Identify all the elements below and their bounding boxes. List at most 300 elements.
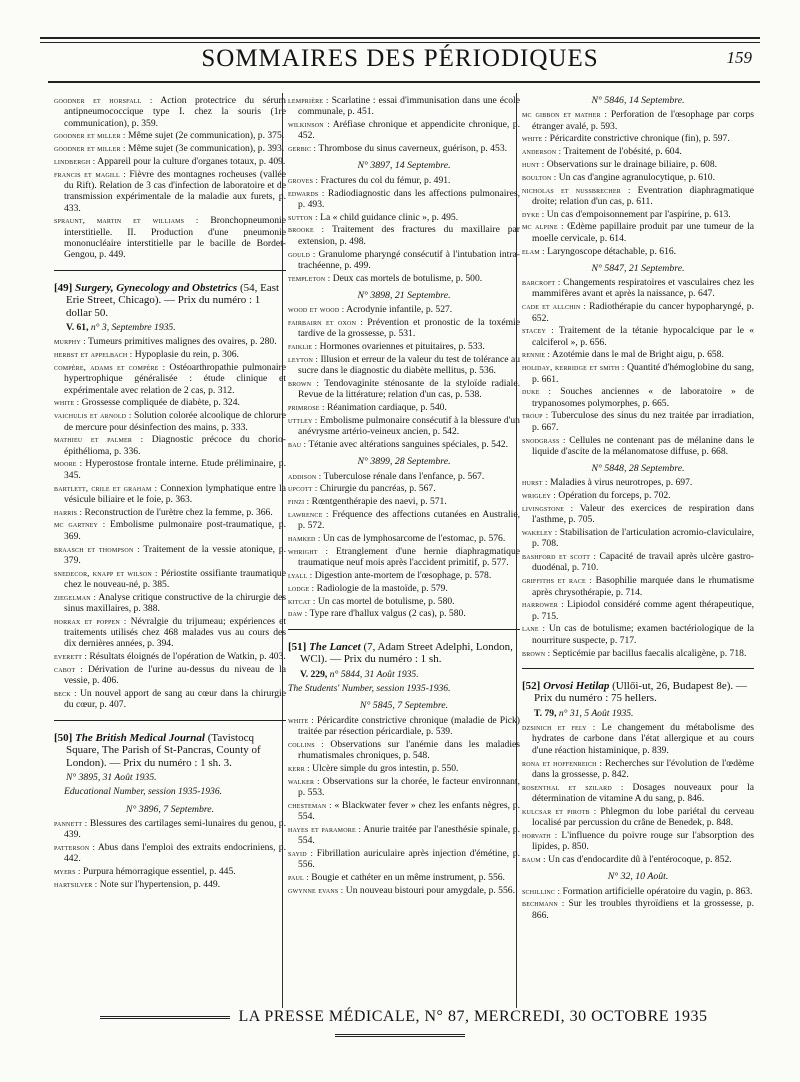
article-entry: [288, 273, 520, 284]
article-title: Fractures du col du fémur, p. 491.: [318, 174, 451, 186]
article-authors: daw :: [288, 608, 308, 619]
article-title: Stabilisation de l'articulation acromio-claviculaire, p. 708.: [532, 527, 754, 550]
article-entry: [288, 471, 520, 482]
article-entry: [288, 402, 520, 413]
article-entry: [522, 477, 754, 488]
article-title: Un cas d'empoisonnement par l'aspirine, p. 613.: [544, 208, 731, 220]
article-entry: [522, 325, 754, 348]
entry-list: [54, 95, 286, 261]
article-authors: spraunt, martin et williams :: [54, 215, 199, 226]
journal-number: [51]: [288, 640, 307, 653]
article-title: Laryngoscope détachable, p. 616.: [544, 245, 677, 257]
article-title: Observations sur le drainage biliaire, p. 608.: [544, 158, 718, 170]
article-authors: schillinc :: [522, 885, 561, 896]
article-authors: goodner et horsfall :: [54, 95, 153, 105]
article-entry: [54, 95, 286, 129]
article-title: Traitement de la vessie atonique, p. 379.: [64, 543, 286, 566]
article-entry: [288, 188, 520, 211]
entry-list: [522, 886, 754, 921]
article-title: Changements respiratoires et vasculaires chez les mammifères avant et après la naissance, p. 647.: [532, 277, 754, 300]
article-title: Digestion ante-mortem de l'œsophage, p. 578.: [312, 569, 492, 581]
footer-rule: [100, 1016, 230, 1019]
article-authors: anderson :: [522, 146, 562, 157]
article-authors: edwards :: [288, 187, 325, 198]
article-title: Radiodiagnostic dans les affections pulmonaires, p. 493.: [298, 187, 520, 210]
article-entry: [54, 397, 286, 408]
article-authors: duke :: [522, 386, 552, 397]
article-authors: mathieu et palmer :: [54, 434, 144, 445]
article-authors: wrigley :: [522, 490, 556, 501]
article-entry: [522, 185, 754, 208]
article-authors: mc gartney :: [54, 519, 106, 530]
article-title: Eventration diaphragmatique droite; relation d'un cas, p. 611.: [532, 184, 754, 207]
article-title: Péricardite constrictive chronique (fin), p. 597.: [547, 133, 730, 145]
article-authors: gould :: [288, 248, 316, 259]
journal-name: The Lancet: [309, 640, 361, 653]
entry-list: [54, 818, 286, 890]
article-title: Purpura hémorragique essentiel, p. 445.: [80, 866, 236, 878]
article-entry: [54, 362, 286, 396]
article-title: Tendovaginite sténosante de la styloïde radiale. Revue de la littérature; relation d'un cas, p. 538.: [298, 378, 520, 401]
article-title: Acrodynie infantile, p. 527.: [344, 304, 453, 316]
article-entry: [522, 575, 754, 598]
header-rule: [48, 81, 760, 83]
article-authors: livingstone :: [522, 503, 574, 513]
journal-details: (Tavistocq Square, The Parish of St-Pancras, County of London). — Prix du numéro : 1 sh. 3.: [66, 731, 261, 769]
journal-name: Orvosi Hetilap: [543, 679, 610, 692]
article-title: La « child guidance clinic », p. 495.: [317, 211, 459, 223]
article-authors: baum :: [522, 853, 546, 864]
article-title: Un cas de botulisme; examen bactériologique de la nourriture suspecte, p. 717.: [532, 623, 754, 646]
article-authors: lyall :: [288, 569, 313, 580]
article-authors: vaichulis et arnold :: [54, 410, 132, 421]
section-rule: [54, 720, 286, 721]
article-entry: [288, 776, 520, 799]
article-entry: [522, 221, 754, 244]
issue-date: n° 5844, 31 Août 1935.: [327, 668, 419, 680]
journal-name: Surgery, Gynecology and Obstetrics: [75, 281, 238, 294]
article-entry: [288, 212, 520, 223]
journal-number: [50]: [54, 731, 73, 744]
article-title: Cellules ne contenant pas de mélanine dans le liquide d'ascite de la mélanomatose diffuse, p. 668.: [532, 434, 754, 457]
article-entry: [288, 496, 520, 507]
article-authors: brown :: [522, 647, 551, 658]
article-title: Connexion lymphatique entre la vésicule biliaire et le foie, p. 363.: [64, 482, 286, 505]
article-authors: elam :: [522, 245, 545, 256]
issue-heading: N° 3898, 21 Septembre.: [357, 289, 451, 301]
article-title: Phlegmon du lobe pariétal du cerveau localisé par percussion du crâne de Benedek, p. 848.: [532, 805, 754, 829]
article-authors: upcott :: [288, 483, 318, 494]
article-title: Dérivation de l'urine au-dessus du niveau de la vessie, p. 406.: [64, 663, 286, 687]
article-entry: [54, 410, 286, 433]
journal-heading: [288, 641, 520, 666]
issue-subtitle: Educational Number, session 1935-1936.: [64, 786, 223, 798]
article-title: Bougie et cathéter en un même instrument, p. 556.: [308, 871, 505, 883]
article-entry: [288, 872, 520, 883]
article-title: « Blackwater fever » chez les enfants nègres, p. 554.: [298, 799, 520, 822]
article-entry: [54, 818, 286, 841]
article-title: Septicémie par bacillus faecalis alcaligène, p. 718.: [550, 647, 747, 659]
column-2: [288, 95, 520, 898]
article-title: Reconstruction de l'urètre chez la femme, p. 366.: [82, 506, 273, 518]
issue-heading: N° 3899, 28 Septembre.: [357, 456, 451, 468]
article-entry: [288, 583, 520, 594]
article-authors: rosenthal et szilard :: [522, 781, 624, 792]
article-title: Radiologie de la mastoïde, p. 579.: [314, 582, 448, 594]
article-authors: kitcat :: [288, 595, 316, 606]
article-entry: [288, 533, 520, 544]
article-title: Granulome pharyngé consécutif à l'intubation intra-trachéenne, p. 499.: [298, 248, 520, 271]
article-authors: kulcsar et pirotb :: [522, 805, 597, 816]
article-authors: nicholas et nussbrecher :: [522, 184, 631, 195]
article-authors: bashford et scott :: [522, 551, 597, 562]
article-authors: lemprière :: [288, 95, 329, 105]
article-authors: faiklie :: [288, 341, 318, 352]
article-authors: rona et hoffenreich :: [522, 757, 603, 768]
article-authors: francis et magill :: [54, 168, 126, 179]
volume-line: [66, 322, 286, 333]
article-authors: uttley :: [288, 414, 318, 425]
article-title: Embolisme pulmonaire post-traumatique, p. 369.: [64, 519, 286, 542]
article-title: Observations sur l'anémie dans les maladies rhumatismales chroniques, p. 548.: [298, 738, 520, 761]
article-title: Recherches sur l'évolution de l'œdème dans la grossesse, p. 842.: [532, 757, 754, 780]
article-entry: [288, 763, 520, 774]
article-authors: stacey :: [522, 325, 554, 336]
article-title: Résultats éloignés de l'opération de Watkin, p. 403.: [87, 651, 286, 663]
article-authors: herbst et appelbach :: [54, 349, 133, 360]
issue-heading: N° 5846, 14 Septembre.: [591, 95, 685, 106]
article-title: Solution colorée alcoolique de chlorure de mercure pour désinfection des mains, p. 333.: [64, 410, 287, 433]
journal-details: (7, Adam Street Adelphi, London, WCl). — Prix du numéro : 1 sh.: [300, 640, 513, 666]
article-authors: snodgrass :: [522, 434, 566, 445]
article-title: Thrombose du sinus caverneux, guérison, p. 453.: [316, 143, 508, 155]
article-authors: collins :: [288, 738, 324, 749]
column-3: [522, 95, 754, 922]
article-title: Appareil pour la culture d'organes totaux, p. 409.: [95, 155, 286, 167]
article-authors: compère, adams et compère :: [54, 362, 166, 373]
article-authors: horrax et poppen :: [54, 615, 127, 626]
article-authors: sutton :: [288, 211, 318, 222]
journal-name: The British Medical Journal: [75, 731, 205, 744]
section-rule: [54, 270, 286, 271]
article-title: Ostéoarthropathie pulmonaire hypertrophique généralisée : étude clinique et expérimentale avec relation de 2 cas, p. 312.: [64, 362, 286, 396]
article-authors: leyton :: [288, 353, 319, 364]
issue-heading: N° 3897, 14 Septembre.: [357, 160, 451, 172]
article-title: Scarlatine : essai d'immunisation dans une école communale, p. 451.: [298, 95, 520, 118]
issue-heading: N° 3895, 31 Août 1935.: [66, 772, 157, 784]
article-title: L'influence du poivre rouge sur l'absorption des lipides, p. 850.: [532, 829, 754, 853]
article-entry: [54, 879, 286, 890]
article-authors: gerbic :: [288, 143, 317, 154]
top-rule: [40, 37, 760, 43]
issue-heading: N° 32, 10 Août.: [607, 871, 669, 883]
article-title: Maladies à virus neurotropes, p. 697.: [547, 477, 693, 489]
article-entry: [288, 249, 520, 272]
article-entry: [522, 172, 754, 183]
entry-list: [288, 175, 520, 284]
journal-heading: [522, 680, 754, 705]
entry-list: [54, 336, 286, 710]
page-number: 159: [726, 48, 752, 67]
issue-heading: N° 3896, 7 Septembre.: [125, 803, 215, 815]
article-entry: [288, 848, 520, 871]
article-title: Grossesse compliquée de diabète, p. 324.: [79, 397, 240, 409]
article-title: Souches anciennes « de laboratoire » de trypanosomes polymorphes, p. 665.: [532, 386, 754, 409]
article-title: Péricardite constrictive chronique (maladie de Pick) traitée par résection péricardiale, p. 539.: [298, 714, 520, 737]
article-title: Action protectrice du sérum antipneumococcique type I. chez la souris (1re communication), p. 359.: [64, 95, 286, 129]
volume-number: V. 229,: [300, 668, 328, 680]
article-authors: holiday, kerridge et smith :: [522, 362, 625, 373]
article-authors: fairbairn et oxon :: [288, 317, 363, 328]
article-authors: bechmann :: [522, 898, 565, 909]
article-title: Traitement de la tétanie hypocalcique par le « calciferol », p. 656.: [532, 325, 754, 348]
article-authors: mc alpine :: [522, 221, 564, 232]
article-title: Tuberculose des sinus du nez traitée par irradiation, p. 667.: [532, 410, 754, 433]
article-entry: [54, 519, 286, 542]
article-authors: bau :: [288, 439, 307, 450]
article-title: Hypoplasie du rein, p. 306.: [132, 349, 239, 361]
article-entry: [288, 739, 520, 762]
article-entry: [288, 715, 520, 738]
journal-heading: [54, 282, 286, 320]
article-entry: [522, 898, 754, 921]
article-authors: beck :: [54, 688, 77, 699]
article-entry: [522, 246, 754, 257]
article-authors: hurst :: [522, 477, 548, 488]
article-title: Sur les troubles thyroïdiens et la grossesse, p. 866.: [532, 898, 754, 921]
article-authors: dzsinich et fely :: [522, 722, 596, 733]
issue-heading: N° 5848, 28 Septembre.: [591, 463, 685, 475]
article-authors: primrose :: [288, 402, 325, 413]
article-title: Abus dans l'emploi des extraits endocriniens, p. 442.: [64, 842, 286, 865]
article-title: Hormones ovariennes et pituitaires, p. 533.: [317, 341, 485, 353]
section-rule: [288, 629, 520, 630]
article-entry: [54, 434, 286, 457]
article-entry: [288, 354, 520, 377]
article-entry: [522, 490, 754, 501]
article-authors: chesteman :: [288, 799, 332, 810]
article-title: Même sujet (3e communication), p. 393.: [125, 143, 285, 155]
section-rule: [522, 668, 754, 669]
article-entry: [522, 599, 754, 622]
article-title: Azotémie dans le mal de Bright aigu, p. 658.: [550, 349, 724, 361]
article-entry: [288, 317, 520, 340]
article-entry: [522, 830, 754, 853]
article-entry: [54, 143, 286, 154]
article-entry: [54, 336, 286, 347]
article-entry: [522, 277, 754, 300]
article-entry: [522, 362, 754, 385]
article-title: Fièvre des montagnes rocheuses (vallée du Rift). Relation de 3 cas d'infection de laboratoire et de transmission expérimentale de la maladie aux furets, p. 433.: [64, 168, 286, 214]
article-title: Traitement de l'obésité, p. 604.: [561, 146, 682, 158]
article-authors: finzi :: [288, 496, 310, 507]
article-title: Névralgie du trijumeau; expériences et traitements utilisés chez 468 malades vus au cours des dix dernières années, p. 394.: [64, 615, 286, 650]
article-entry: [54, 866, 286, 877]
article-entry: [288, 224, 520, 247]
article-title: Opération du forceps, p. 702.: [556, 490, 671, 502]
article-entry: [288, 143, 520, 154]
article-title: Valeur des exercices de respiration dans l'asthme, p. 705.: [532, 503, 754, 526]
article-authors: harris :: [54, 506, 83, 517]
article-authors: boulton :: [522, 171, 557, 182]
article-authors: kerr :: [288, 762, 310, 773]
article-entry: [288, 95, 520, 118]
article-title: Un cas de lymphosarcome de l'estomac, p. 576.: [320, 533, 506, 545]
entry-list: [288, 715, 520, 896]
article-entry: [54, 169, 286, 214]
article-authors: griffiths et race :: [522, 575, 592, 586]
article-entry: [54, 616, 286, 650]
article-entry: [288, 439, 520, 450]
article-authors: horvath :: [522, 829, 558, 840]
article-authors: cade et allchin :: [522, 301, 587, 312]
article-title: Traitement des fractures du maxillaire par extension, p. 498.: [298, 224, 520, 247]
article-entry: [288, 596, 520, 607]
article-entry: [54, 215, 286, 260]
article-authors: walker :: [288, 775, 320, 786]
article-entry: [288, 509, 520, 532]
article-title: Diagnostic précoce du chorio-épithélioma, p. 336.: [64, 434, 287, 457]
article-title: Tétanie avec altérations sanguines spéciales, p. 542.: [306, 439, 508, 451]
journal-details: (54, East Erie Street, Chicago). — Prix du numéro : 1 dollar 50.: [66, 281, 280, 319]
page-footer: [40, 1008, 760, 1044]
article-entry: [522, 503, 754, 526]
article-authors: white :: [522, 133, 548, 144]
entry-list: [522, 477, 754, 658]
article-entry: [522, 133, 754, 144]
article-title: Anurie traitée par l'anesthésie spinale, p. 554.: [298, 823, 520, 847]
article-entry: [288, 546, 520, 569]
article-entry: [288, 608, 520, 619]
article-title: Réanimation cardiaque, p. 540.: [324, 402, 447, 414]
article-authors: rennie :: [522, 349, 551, 360]
journal-number: [49]: [54, 281, 73, 294]
article-entry: [54, 458, 286, 481]
article-entry: [288, 341, 520, 352]
article-authors: snedecor, knapp et wilson :: [54, 567, 158, 578]
article-entry: [522, 551, 754, 574]
article-entry: [522, 435, 754, 458]
article-entry: [522, 806, 754, 829]
issue-date: n° 3, Septembre 1935.: [88, 322, 176, 334]
article-entry: [288, 885, 520, 896]
article-entry: [288, 570, 520, 581]
article-title: Basophilie marquée dans le rhumatisme après chrysothérapie, p. 714.: [532, 575, 754, 598]
entry-list: [288, 95, 520, 154]
journal-number: [52]: [522, 679, 541, 692]
article-title: Tumeurs primitives malignes des ovaires, p. 280.: [85, 336, 277, 348]
issue-subtitle: The Students' Number, session 1935-1936.: [288, 682, 451, 694]
article-entry: [54, 507, 286, 518]
article-title: Hyperostose frontale interne. Etude préliminaire, p. 345.: [64, 458, 286, 481]
article-authors: wakeley :: [522, 527, 558, 538]
article-authors: mc gibbon et mather :: [522, 109, 608, 120]
article-title: Perforation de l'œsophage par corps étranger avalé, p. 593.: [532, 109, 754, 132]
journal-details: (Ullői-ut, 26, Budapest 8e). — Prix du numéro : 75 hellers.: [534, 679, 747, 705]
article-entry: [522, 349, 754, 360]
article-title: Quantité d'hémoglobine du sang, p. 661.: [532, 362, 755, 385]
article-entry: [288, 415, 520, 438]
article-authors: lane :: [522, 623, 546, 634]
article-title: Note sur l'hypertension, p. 449.: [97, 879, 221, 891]
article-authors: lindbergh :: [54, 155, 96, 166]
article-title: Un cas d'angine agranulocytique, p. 610.: [556, 171, 715, 183]
article-authors: whright :: [288, 545, 329, 556]
footer-rule: [335, 1034, 465, 1037]
article-title: Capacité de travail après ulcère gastro-duodénal, p. 710.: [532, 551, 754, 574]
article-authors: hayes et paramore :: [288, 823, 362, 834]
article-title: Bronchopneumonie interstitielle. II. Production d'une pneumonie mononucléaire interstitielle par le bacille de Bordet-Gengou, p. 449.: [64, 215, 286, 261]
article-authors: white :: [288, 714, 314, 725]
article-entry: [522, 159, 754, 170]
article-entry: [288, 800, 520, 823]
article-authors: myers :: [54, 866, 81, 877]
volume-line: [300, 669, 520, 680]
column-1: [54, 95, 286, 892]
article-entry: [54, 156, 286, 167]
article-authors: groves :: [288, 174, 319, 185]
article-title: Type rare d'hallux valgus (2 cas), p. 580.: [307, 608, 466, 620]
article-title: Un nouveau bistouri pour amygdale, p. 556.: [343, 884, 515, 896]
article-authors: addison :: [288, 470, 322, 481]
article-title: Blessures des cartilages semi-lunaires du genou, p. 439.: [64, 818, 287, 841]
article-entry: [522, 410, 754, 433]
article-entry: [54, 688, 286, 711]
issue-date: n° 31, 5 Août 1935.: [556, 707, 634, 719]
article-authors: lawrence :: [288, 509, 329, 519]
article-authors: everett :: [54, 651, 87, 662]
article-title: Chirurgie du pancréas, p. 567.: [317, 483, 436, 495]
article-entry: [522, 146, 754, 157]
article-entry: [522, 782, 754, 805]
article-authors: troup :: [522, 410, 549, 421]
article-title: Périostite ossifiante traumatique chez le nouveau-né, p. 385.: [64, 567, 286, 590]
article-entry: [522, 386, 754, 409]
article-authors: pannett :: [54, 818, 88, 829]
article-authors: templeton :: [288, 272, 331, 283]
page-title: SOMMAIRES DES PÉRIODIQUES: [201, 45, 599, 72]
article-authors: wilkinson :: [288, 119, 330, 130]
article-authors: goodner et miller :: [54, 143, 126, 154]
article-title: Analyse critique constructive de la chirurgie des sinus maxillaires, p. 388.: [64, 591, 286, 614]
article-entry: [288, 824, 520, 847]
article-entry: [288, 119, 520, 142]
article-title: Illusion et erreur de la valeur du test de tolérance au sucre dans le diagnostic du diabète mellitus, p. 536.: [298, 353, 520, 377]
article-entry: [288, 304, 520, 315]
volume-line: [534, 708, 754, 719]
issue-heading: N° 5845, 7 Septembre.: [359, 700, 449, 712]
volume-number: T. 79,: [534, 707, 557, 719]
article-entry: [522, 886, 754, 897]
article-authors: brown :: [288, 378, 320, 389]
article-entry: [522, 301, 754, 324]
article-authors: wood et wood :: [288, 304, 345, 315]
article-authors: patterson :: [54, 842, 96, 853]
article-title: Le changement du métabolisme des hydrates de carbone dans l'état allergique et au cours d'une réaction histaminique, p. 839.: [532, 722, 754, 756]
article-entry: [54, 349, 286, 360]
article-entry: [522, 209, 754, 220]
article-authors: hunt :: [522, 158, 545, 169]
article-title: Radiothérapie du cancer hypopharyngé, p. 652.: [532, 301, 754, 324]
article-authors: goodner et miller :: [54, 130, 126, 141]
article-entry: [522, 722, 754, 756]
article-title: Œdème papillaire produit par une tumeur de la moelle cervicale, p. 614.: [532, 221, 754, 244]
article-entry: [522, 854, 754, 865]
article-entry: [54, 483, 286, 506]
article-authors: moore :: [54, 458, 83, 469]
article-title: Deux cas mortels de botulisme, p. 500.: [330, 272, 483, 284]
article-entry: [522, 623, 754, 646]
